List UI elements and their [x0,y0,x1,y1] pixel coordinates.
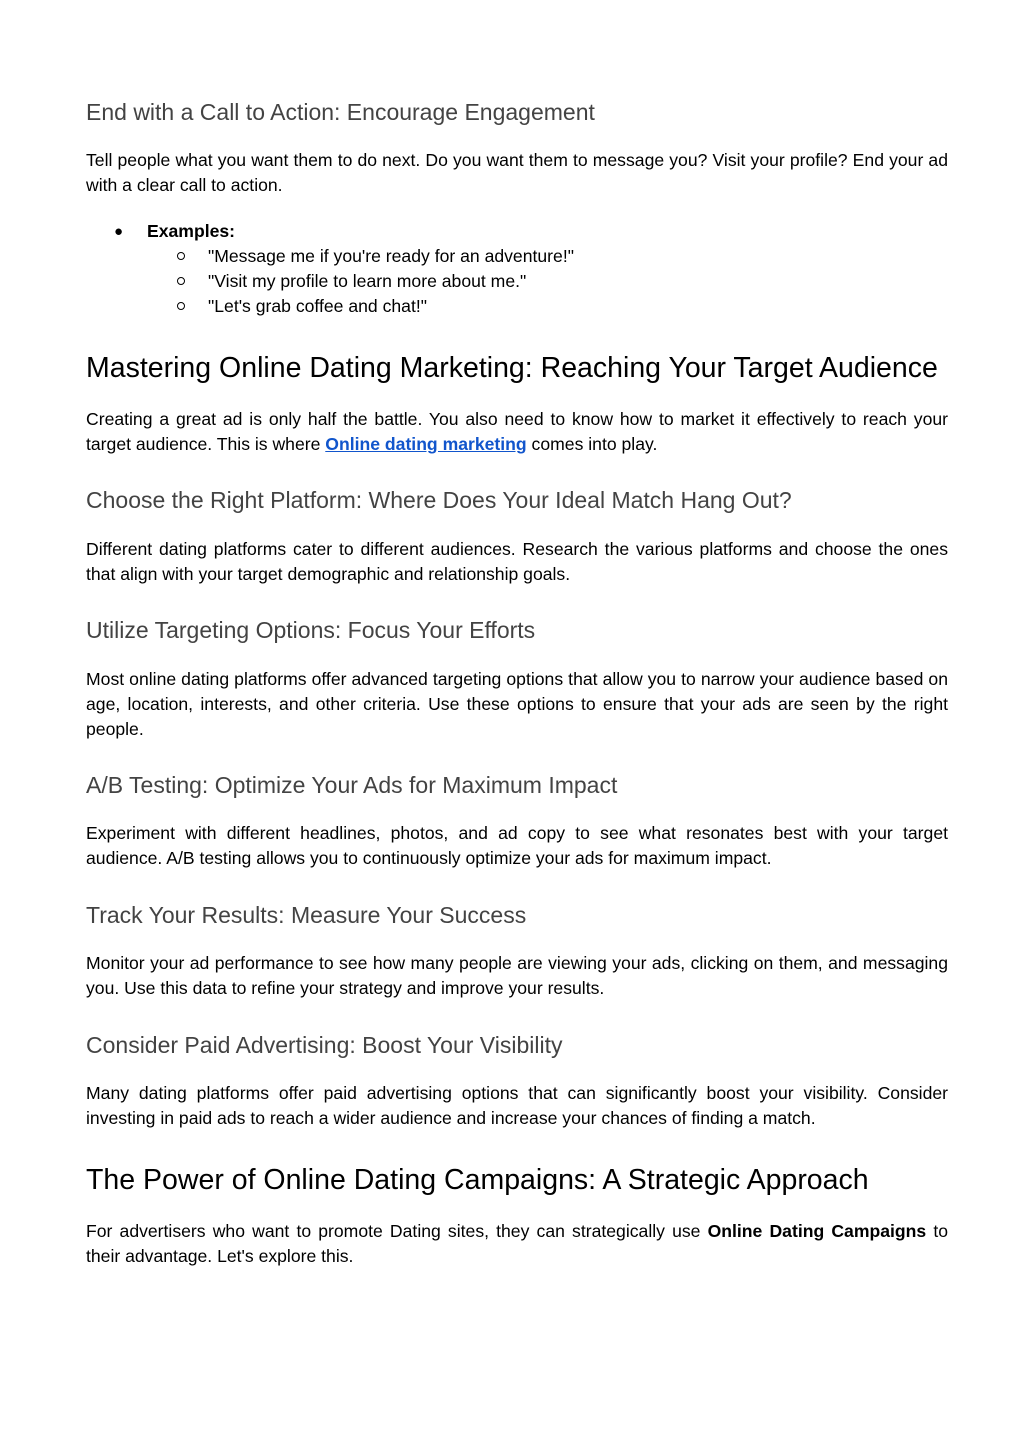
paragraph-ab-testing: Experiment with different headlines, photos, and ad copy to see what resonates best with your target audience. A/B testing allows you to continuously optimize your ads for maximum impact. [86,823,948,868]
list-item [86,219,948,244]
paragraph-text: For advertisers who want to promote Dating sites, they can strategically use [86,1221,708,1241]
heading-marketing: Mastering Online Dating Marketing: Reaching Your Target Audience [86,352,938,384]
paragraph-call-to-action: Tell people what you want them to do next. Do you want them to message you? Visit your profile? End your ad with a clear call to action. [86,150,948,195]
heading-platform: Choose the Right Platform: Where Does Your Ideal Match Hang Out? [86,487,792,513]
paragraph-track-results: Monitor your ad performance to see how many people are viewing your ads, clicking on them, and messaging you. Use this data to refine your strategy and improve your results. [86,953,948,998]
example-text: "Message me if you're ready for an adventure!" [208,246,574,266]
heading-track-results: Track Your Results: Measure Your Success [86,902,527,928]
examples-list [86,219,948,319]
paragraph-marketing [86,407,948,457]
paragraph-text: to their advantage. Let's explore this. [86,1221,949,1266]
online-dating-marketing-link[interactable]: Online dating marketing [325,434,527,454]
list-item [86,294,948,319]
paragraph-platform: Different dating platforms cater to different audiences. Research the various platforms and choose the ones that align with your target demographic and relationship goals. [86,539,948,584]
list-item [86,244,948,269]
paragraph-targeting: Most online dating platforms offer advanced targeting options that allow you to narrow your audience based on age, location, interests, and other criteria. Use these options to ensure that your ads are seen by the right people. [86,669,948,739]
paragraph-campaigns [86,1219,948,1269]
examples-label: Examples: [147,221,236,241]
paragraph-paid-advertising: Many dating platforms offer paid advertising options that can significantly boost your visibility. Consider investing in paid ads to reach a wider audience and increase your chances of finding a match. [86,1083,948,1128]
heading-ab-testing: A/B Testing: Optimize Your Ads for Maximum Impact [86,772,618,798]
bullet-icon: ● [114,223,124,240]
bold-text: Online Dating Campaigns [707,1221,927,1241]
heading-campaigns: The Power of Online Dating Campaigns: A Strategic Approach [86,1164,869,1196]
paragraph-text: Creating a great ad is only half the battle. You also need to know how to market it effectively to reach your target audience. This is where [86,409,948,454]
circle-bullet-icon [177,302,185,310]
heading-paid-advertising: Consider Paid Advertising: Boost Your Visibility [86,1032,563,1058]
example-text: "Visit my profile to learn more about me." [208,271,527,291]
circle-bullet-icon [177,277,185,285]
example-text: "Let's grab coffee and chat!" [208,296,427,316]
paragraph-text: comes into play. [526,434,658,454]
list-item [86,269,948,294]
heading-call-to-action: End with a Call to Action: Encourage Engagement [86,99,595,125]
heading-targeting: Utilize Targeting Options: Focus Your Efforts [86,617,536,643]
circle-bullet-icon [177,252,185,260]
